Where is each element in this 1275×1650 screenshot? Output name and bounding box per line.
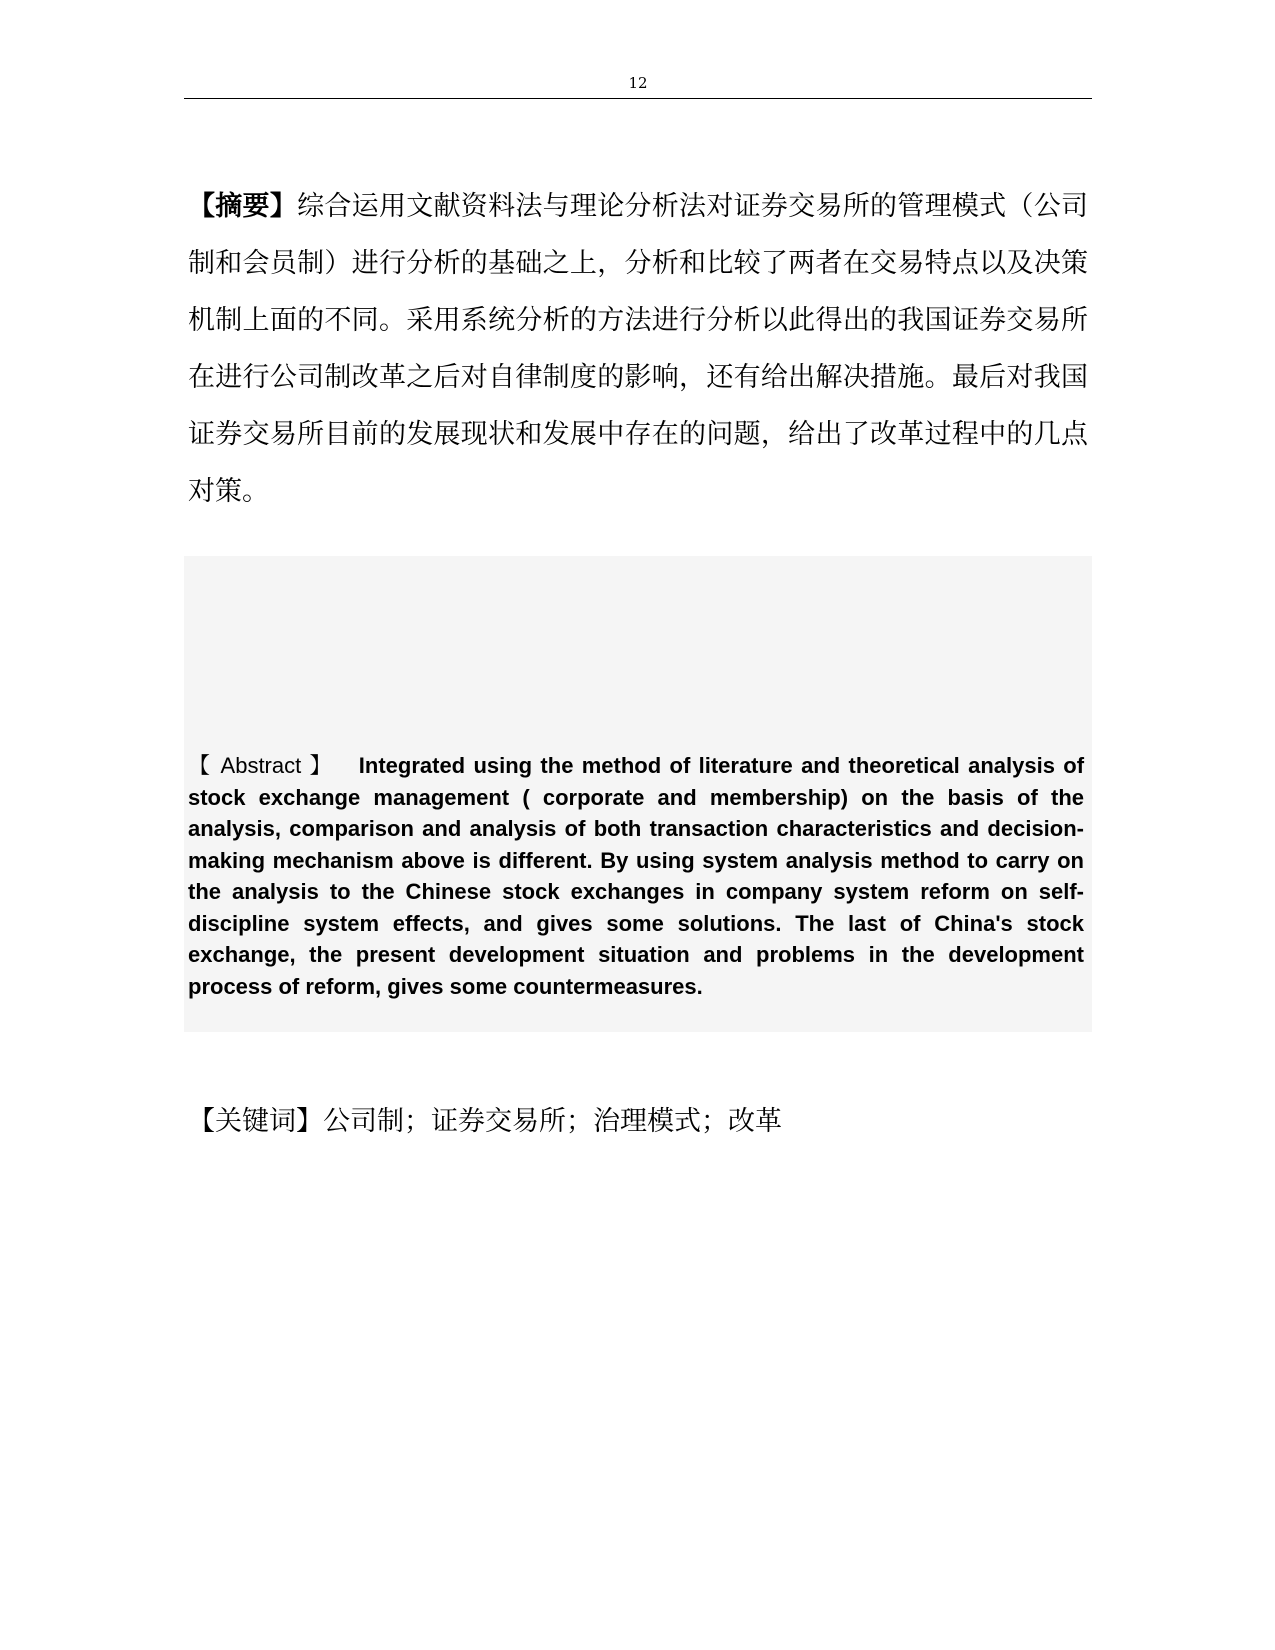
header-divider: [184, 98, 1092, 99]
chinese-abstract-text: 综合运用文献资料法与理论分析法对证券交易所的管理模式（公司制和会员制）进行分析的基础之上，分析和比较了两者在交易特点以及决策机制上面的不同。采用系统分析的方法进行分析以此得出的我国证券交易所在进行公司制改革之后对自律制度的影响，还有给出解决措施。最后对我国证券交易所目前的发展现状和发展中存在的问题，给出了改革过程中的几点对策。: [188, 191, 1088, 507]
page-number: 12: [628, 74, 648, 92]
english-abstract-text: Integrated using the method of literature and theoretical analysis of stock exchange management ( corporate and membership) on the basis of the analysis, comparison and analysis of both transaction characteristics and decision-making mechanism above is different. By using system analysis method to carry on the analysis to the Chinese stock exchanges in company system reform on self-discipline system effects, and gives some solutions. The last of China's stock exchange, the present development situation and problems in the development process of reform, gives some countermeasures.: [188, 753, 1085, 999]
chinese-abstract: [188, 178, 1088, 520]
english-abstract: [188, 750, 1084, 1002]
chinese-abstract-label: 【摘要】: [188, 191, 298, 222]
english-abstract-section: [184, 556, 1092, 1032]
english-abstract-label: 【 Abstract 】: [188, 753, 334, 778]
keywords: [188, 1102, 1088, 1142]
keywords-label: 【关键词】: [188, 1106, 323, 1137]
keywords-text: 公司制；证券交易所；治理模式；改革: [323, 1106, 782, 1137]
